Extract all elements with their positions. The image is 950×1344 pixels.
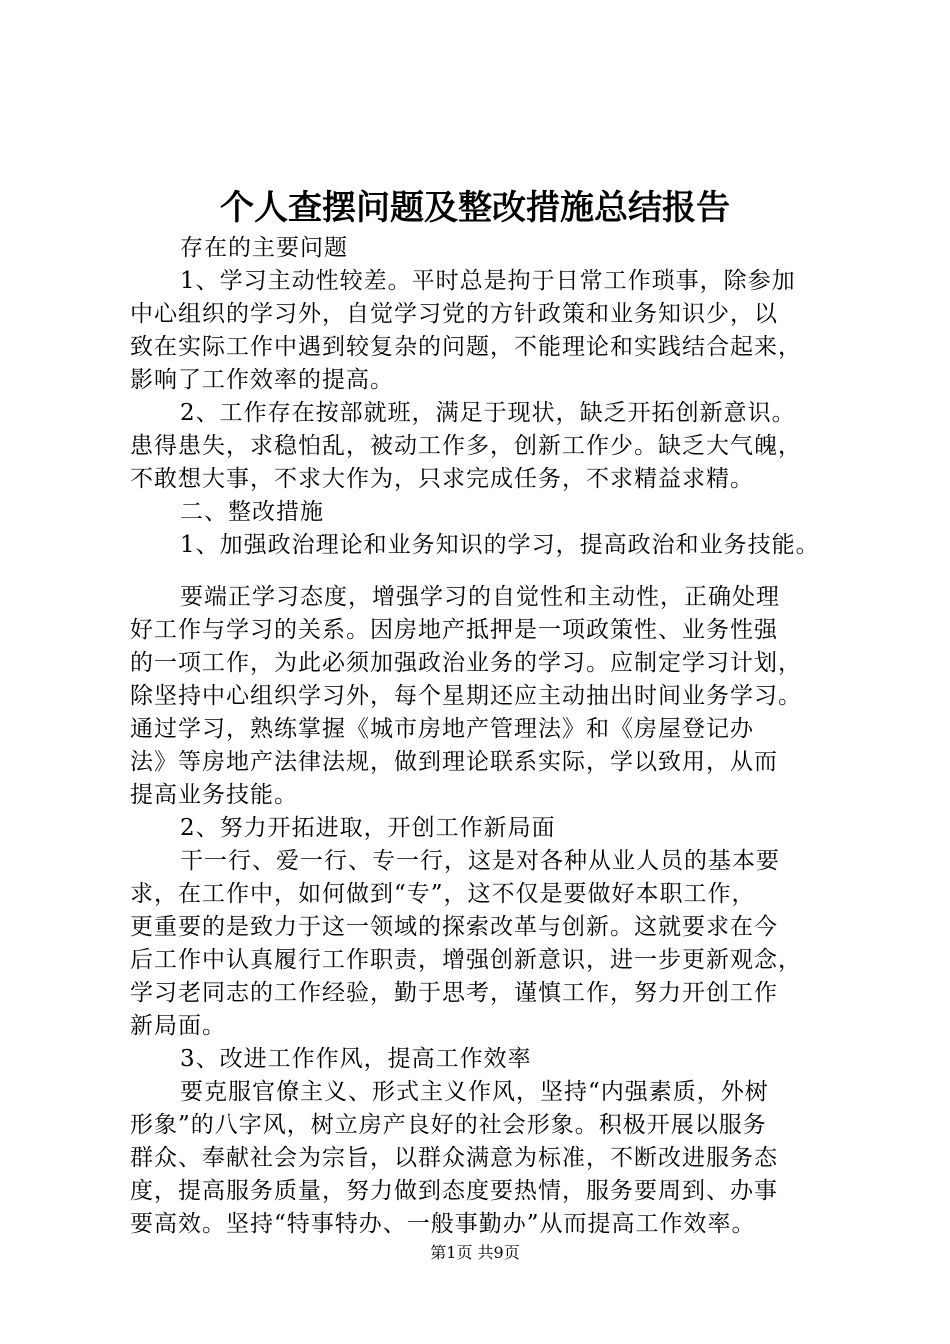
paragraph-line: 求，在工作中，如何做到“专”，这不仅是要做好本职工作， — [130, 881, 756, 907]
paragraph-line: 致在实际工作中遇到较复杂的问题，不能理论和实践结合起来， — [130, 334, 802, 360]
paragraph-line: 后工作中认真履行工作职责，增强创新意识，进一步更新观念， — [130, 947, 802, 973]
paragraph-line: 影响了工作效率的提高。 — [130, 367, 394, 393]
paragraph-line: 群众、奉献社会为宗旨，以群众满意为标准，不断改进服务态 — [130, 1145, 778, 1171]
paragraph-line: 1、学习主动性较差。平时总是拘于日常工作琐事，除参加 — [180, 268, 796, 294]
paragraph-line: 法》等房地产法律法规，做到理论联系实际，学以致用，从而 — [130, 749, 778, 775]
paragraph-line: 度，提高服务质量，努力做到态度要热情，服务要周到、办事 — [130, 1178, 778, 1204]
paragraph-line: 要高效。坚持“特事特办、一般事勤办”从而提高工作效率。 — [130, 1211, 756, 1237]
paragraph-line: 通过学习，熟练掌握《城市房地产管理法》和《房屋登记办 — [130, 716, 754, 742]
paragraph-line: 不敢想大事，不求大作为，只求完成任务，不求精益求精。 — [130, 466, 754, 492]
paragraph-line: 除坚持中心组织学习外，每个星期还应主动抽出时间业务学习。 — [130, 683, 802, 709]
paragraph-line: 的一项工作，为此必须加强政治业务的学习。应制定学习计划， — [130, 650, 802, 676]
paragraph-line: 要克服官僚主义、形式主义作风，坚持“内强素质，外树 — [180, 1079, 769, 1105]
paragraph-line: 干一行、爱一行、专一行，这是对各种从业人员的基本要 — [180, 848, 780, 874]
paragraph-line: 要端正学习态度，增强学习的自觉性和主动性，正确处理 — [180, 584, 780, 610]
section-heading: 3、改进工作作风，提高工作效率 — [180, 1046, 532, 1072]
paragraph-line: 2、工作存在按部就班，满足于现状，缺乏开拓创新意识。 — [180, 400, 796, 426]
paragraph-line: 提高业务技能。 — [130, 782, 298, 808]
paragraph-line: 学习老同志的工作经验，勤于思考，谨慎工作，努力开创工作 — [130, 980, 778, 1006]
section-heading: 二、整改措施 — [180, 499, 324, 525]
paragraph-line: 新局面。 — [130, 1013, 226, 1039]
document-title: 个人查摆问题及整改措施总结报告 — [220, 188, 730, 228]
paragraph-line: 患得患失，求稳怕乱，被动工作多，创新工作少。缺乏大气魄， — [130, 433, 802, 459]
page-number-footer: 第1页 共9页 — [430, 1243, 520, 1262]
section-heading: 存在的主要问题 — [180, 235, 348, 261]
paragraph-line: 1、加强政治理论和业务知识的学习，提高政治和业务技能。 — [180, 532, 820, 558]
paragraph-line: 形象”的八字风，树立房产良好的社会形象。积极开展以服务 — [130, 1112, 767, 1138]
paragraph-line: 更重要的是致力于这一领域的探索改革与创新。这就要求在今 — [130, 914, 778, 940]
paragraph-line: 中心组织的学习外，自觉学习党的方针政策和业务知识少，以 — [130, 301, 778, 327]
section-heading: 2、努力开拓进取，开创工作新局面 — [180, 815, 556, 841]
paragraph-line: 好工作与学习的关系。因房地产抵押是一项政策性、业务性强 — [130, 617, 778, 643]
